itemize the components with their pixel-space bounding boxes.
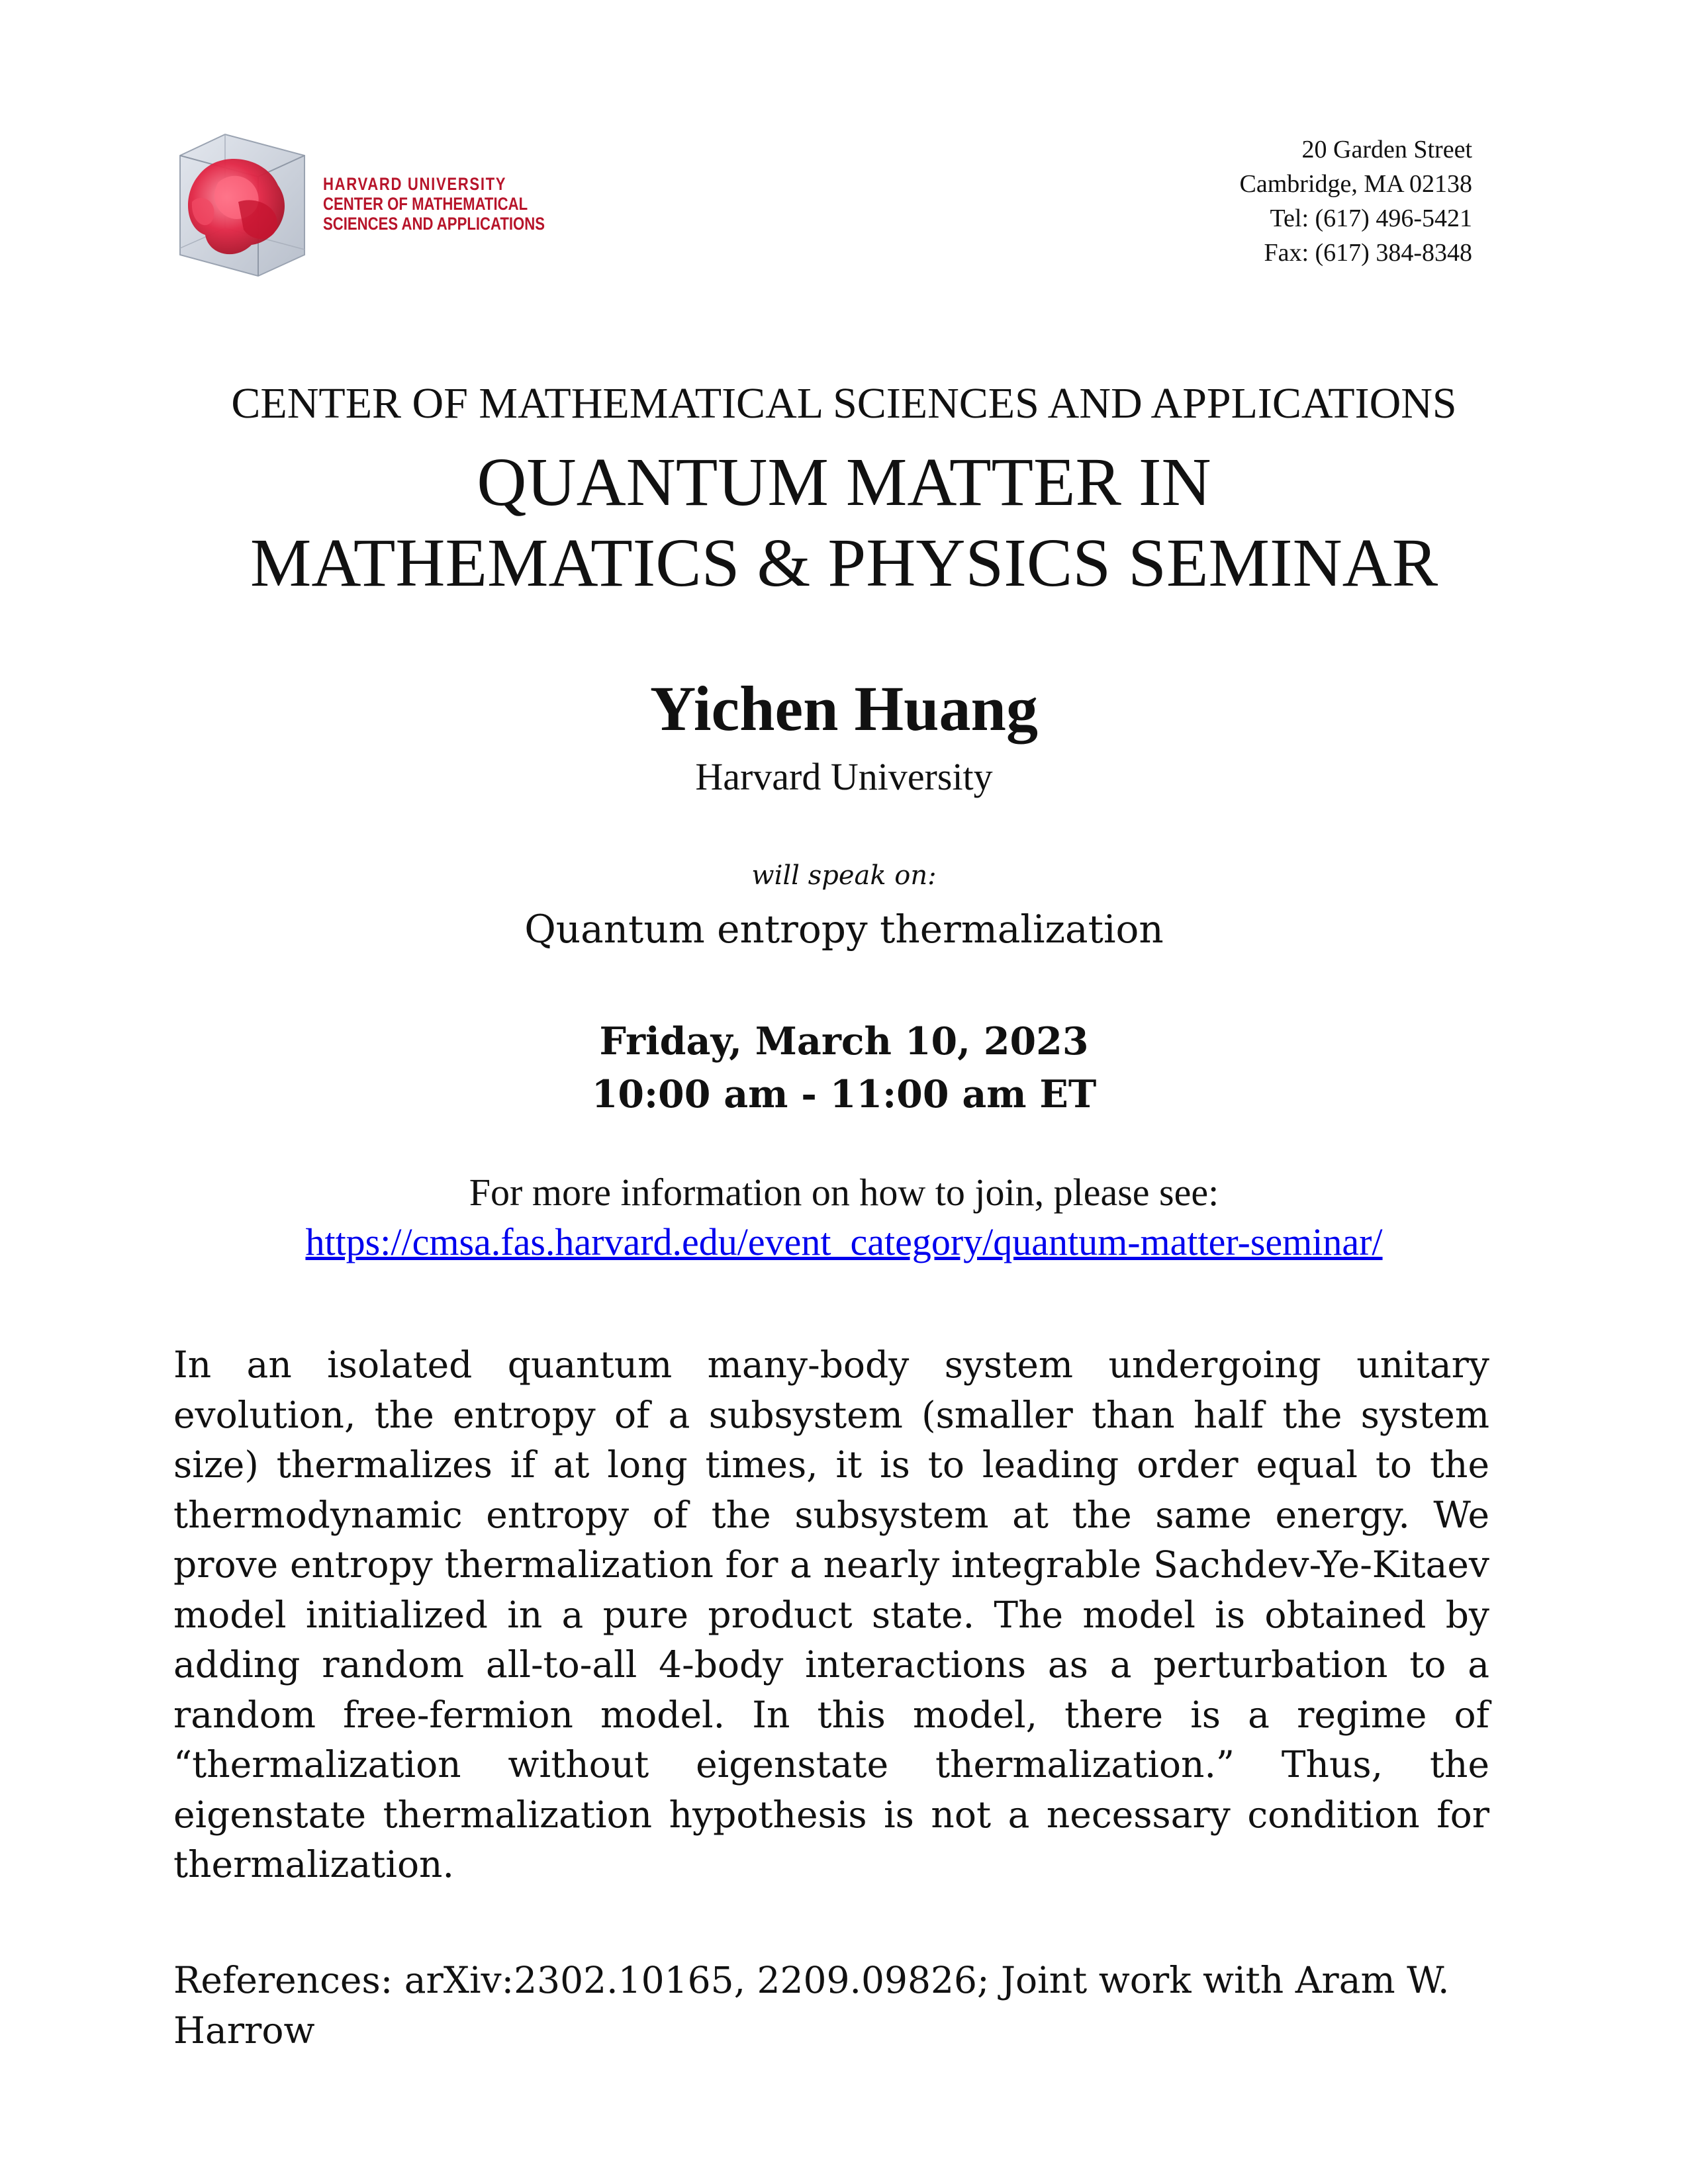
seminar-title [0,442,1688,604]
speaker-name: Yichen Huang [650,673,1038,744]
talk-title: Quantum entropy thermalization [524,907,1164,952]
join-info-text: For more information on how to join, please see: [469,1171,1219,1214]
address-tel: Tel: (617) 496-5421 [1270,205,1472,232]
address-city: Cambridge, MA 02138 [1239,170,1472,198]
will-speak-label: will speak on: [751,860,937,891]
cmsa-logo [172,129,543,281]
seminar-info-link[interactable]: https://cmsa.fas.harvard.edu/event_category/quantum-matter-seminar/ [305,1220,1383,1263]
cmsa-cube-logo-icon [172,129,311,281]
cmsa-logo-wordmark [323,174,545,234]
abstract-paragraph: In an isolated quantum many-body system undergoing unitary evolution, the entropy of a subsystem (smaller than half the system size) thermalizes if at long times, it is to leading order equal to the thermodynamic entropy of the subsystem at the same energy. We prove entropy thermalization for a nearly integrable Sachdev-Ye-Kitaev model initialized in a pure product state. The model is obtained by adding random all-to-all 4-body interactions as a perturbation to a random free-fermion model. In this model, there is a regime of “thermalization without eigenstate thermalization.” Thus, the eigenstate thermalization hypothesis is not a necessary condition for thermalization. [173,1343,1489,1886]
logo-line-university: HARVARD UNIVERSITY [323,174,507,194]
event-time: 10:00 am - 11:00 am ET [591,1072,1097,1116]
seminar-title-line-2: MATHEMATICS & PHYSICS SEMINAR [250,525,1438,601]
event-date: Friday, March 10, 2023 [599,1019,1089,1064]
speaker-affiliation: Harvard University [695,755,993,798]
logo-line-sciences: SCIENCES AND APPLICATIONS [323,214,545,234]
references-paragraph: References: arXiv:2302.10165, 2209.09826; Joint work with Aram W. Harrow [173,1959,1450,2052]
address-fax: Fax: (617) 384-8348 [1264,239,1472,267]
logo-line-center: CENTER OF MATHEMATICAL [323,194,528,214]
center-name-heading: CENTER OF MATHEMATICAL SCIENCES AND APPLICATIONS [231,379,1457,428]
address-street: 20 Garden Street [1301,136,1472,163]
seminar-title-line-1: QUANTUM MATTER IN [477,444,1211,520]
join-link-container [0,1220,1688,1264]
address-block [1240,132,1472,270]
